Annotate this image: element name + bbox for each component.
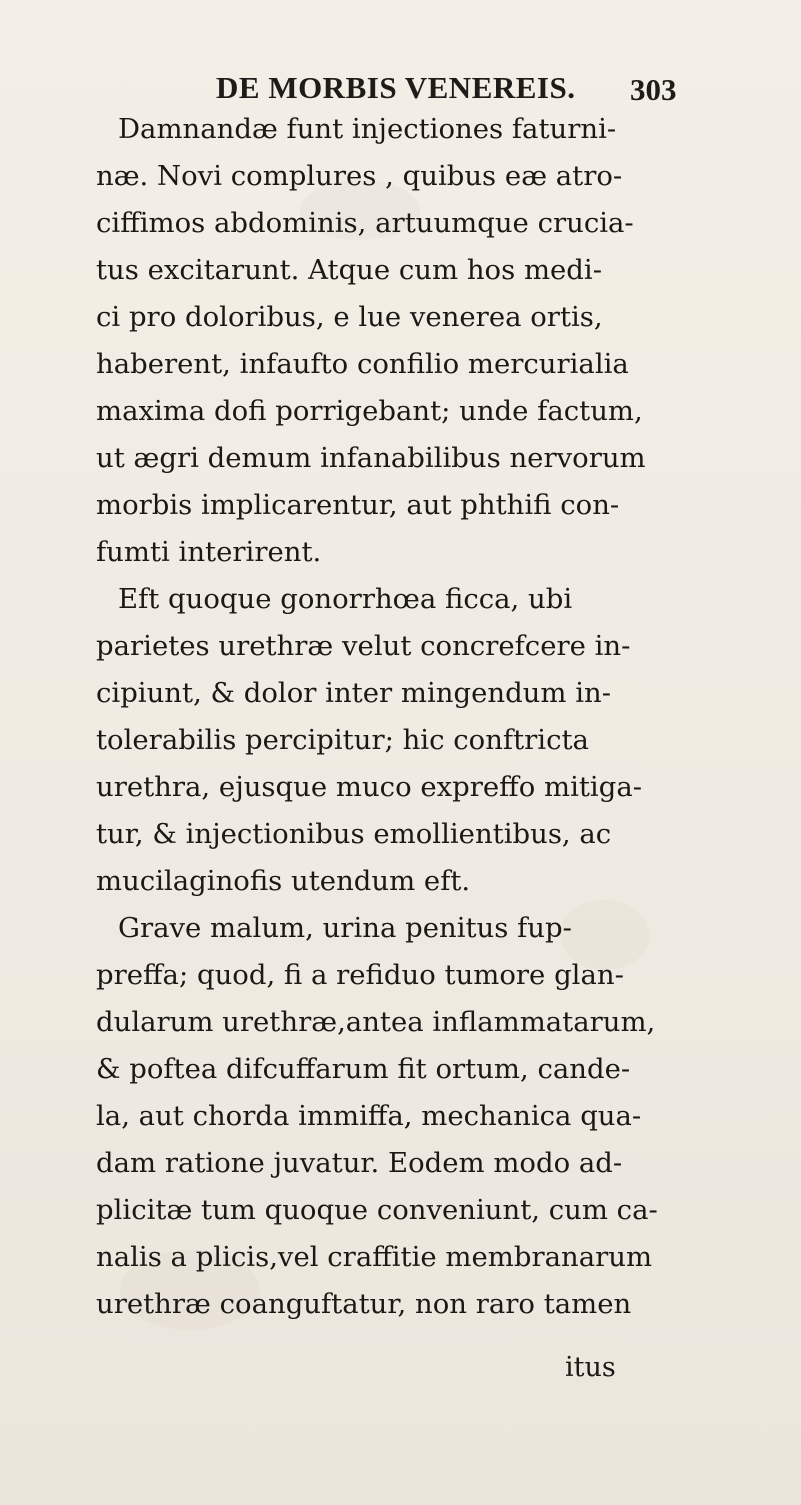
text-line: parietes urethræ velut concrefcere in- bbox=[96, 630, 631, 662]
text-line: haberent, infaufto confilio mercurialia bbox=[96, 348, 629, 380]
text-line: urethra, ejusque muco expreffo mitiga- bbox=[96, 771, 643, 803]
text-line: næ. Novi complures , quibus eæ atro- bbox=[96, 160, 623, 192]
text-line: ci pro doloribus, e lue venerea ortis, bbox=[96, 301, 603, 333]
text-line: dularum urethræ,antea inflammatarum, bbox=[96, 1006, 656, 1038]
text-line: plicitæ tum quoque conveniunt, cum ca- bbox=[96, 1194, 658, 1226]
text-line: preffa; quod, fi a refiduo tumore glan- bbox=[96, 959, 624, 991]
text-line: dam ratione juvatur. Eodem modo ad- bbox=[96, 1147, 623, 1179]
text-line: urethræ coanguftatur, non raro tamen bbox=[96, 1288, 632, 1320]
text-line: fumti interirent. bbox=[96, 536, 322, 568]
text-line: & poftea difcuffarum fit ortum, cande- bbox=[96, 1053, 631, 1085]
text-line: cipiunt, & dolor inter mingendum in- bbox=[96, 677, 611, 709]
text-line: morbis implicarentur, aut phthifi con- bbox=[96, 489, 620, 521]
text-line: tur, & injectionibus emollientibus, ac bbox=[96, 818, 612, 850]
text-line: Grave malum, urina penitus fup- bbox=[118, 912, 572, 944]
text-line: Damnandæ funt injectiones faturni- bbox=[118, 113, 617, 145]
text-line: mucilaginofis utendum eft. bbox=[96, 865, 471, 897]
page-number: 303 bbox=[630, 72, 677, 107]
text-line: Eft quoque gonorrhœa ficca, ubi bbox=[118, 583, 573, 615]
running-title: DE MORBIS VENEREIS. bbox=[216, 70, 576, 105]
text-line: ciffimos abdominis, artuumque crucia- bbox=[96, 207, 634, 239]
text-line: tolerabilis percipitur; hic conftricta bbox=[96, 724, 589, 756]
catchword: itus bbox=[565, 1352, 616, 1383]
text-line: ut ægri demum infanabilibus nervorum bbox=[96, 442, 646, 474]
text-line: maxima dofi porrigebant; unde factum, bbox=[96, 395, 643, 427]
page-header bbox=[0, 64, 801, 108]
text-line: nalis a plicis,vel craffitie membranarum bbox=[96, 1241, 653, 1273]
text-line: la, aut chorda immiffa, mechanica qua- bbox=[96, 1100, 642, 1132]
text-line: tus excitarunt. Atque cum hos medi- bbox=[96, 254, 602, 286]
